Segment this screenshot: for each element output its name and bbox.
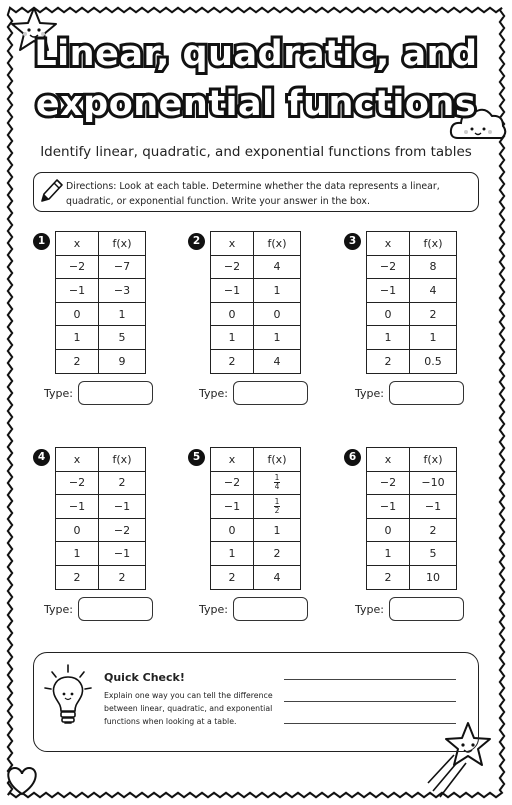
cell-fx: 0 [254,302,301,326]
cell-fx: −3 [99,279,146,303]
cell-x: −1 [56,495,99,519]
cell-x: 0 [367,518,410,542]
cell-fx: 2 [99,471,146,495]
problem-number: 6 [344,449,361,466]
cell-x: 0 [56,518,99,542]
quick-check-title: Quick Check! [104,671,185,684]
function-table [55,231,146,374]
cell-x: 2 [211,349,254,373]
cell-x: 0 [211,518,254,542]
cell-x: −1 [367,279,410,303]
fraction [274,474,281,491]
cell-x: 2 [56,565,99,589]
problem-number: 2 [188,233,205,250]
page-title-line-2: exponential functions [35,84,477,124]
problem-6 [344,449,512,649]
cell-x: −2 [211,255,254,279]
cell-x: −1 [56,279,99,303]
cell-fx: −1 [99,542,146,566]
function-table [366,231,457,374]
answer-line[interactable] [284,723,456,724]
fraction-denominator: 4 [274,482,280,492]
header-x: x [56,232,99,256]
problem-number: 4 [33,449,50,466]
type-answer-box[interactable] [389,597,464,621]
header-x: x [211,448,254,472]
cell-fx: 1 [254,518,301,542]
type-label: Type: [199,387,228,400]
header-fx: f(x) [99,232,146,256]
cell-fx: 2 [410,302,457,326]
header-x: x [367,448,410,472]
cell-x: 1 [56,542,99,566]
cell-fx: −2 [99,518,146,542]
cell-x: −2 [367,255,410,279]
cell-x: 1 [211,542,254,566]
answer-line[interactable] [284,679,456,680]
cell-fx: 4 [254,349,301,373]
header-x: x [367,232,410,256]
cell-fx: −1 [410,495,457,519]
function-table [210,231,301,374]
cell-fx [254,471,301,495]
type-answer-box[interactable] [78,381,153,405]
cell-x: −2 [56,471,99,495]
cell-fx: 4 [254,565,301,589]
problem-number: 3 [344,233,361,250]
cell-fx: 2 [99,565,146,589]
cell-fx: 4 [254,255,301,279]
function-table [366,447,457,590]
type-label: Type: [355,387,384,400]
page-title-line-1: Linear, quadratic, and [34,34,478,74]
cell-fx: 8 [410,255,457,279]
type-label: Type: [355,603,384,616]
page-subtitle: Identify linear, quadratic, and exponential functions from tables [40,144,472,160]
quick-check-box [33,652,479,752]
lightbulb-icon [42,663,94,733]
type-label: Type: [199,603,228,616]
answer-line[interactable] [284,701,456,702]
type-label: Type: [44,603,73,616]
problem-2 [188,233,358,433]
function-table [55,447,146,590]
cell-x: 2 [367,565,410,589]
cell-fx: 10 [410,565,457,589]
cell-fx: 5 [410,542,457,566]
cell-fx: 0.5 [410,349,457,373]
cell-fx: −7 [99,255,146,279]
type-answer-box[interactable] [78,597,153,621]
cell-fx: −10 [410,471,457,495]
cell-fx: 1 [254,279,301,303]
fraction-numerator: 1 [274,473,280,483]
cell-x: 2 [367,349,410,373]
problem-4 [33,449,203,649]
problem-1 [33,233,203,433]
cell-x: 1 [56,326,99,350]
cell-fx: 1 [254,326,301,350]
problem-5 [188,449,358,649]
fraction-denominator: 2 [274,505,280,515]
header-fx: f(x) [254,448,301,472]
cell-x: 0 [367,302,410,326]
cell-fx: 2 [410,518,457,542]
header-fx: f(x) [99,448,146,472]
cell-x: −1 [211,279,254,303]
cell-fx [254,495,301,519]
cell-fx: −1 [99,495,146,519]
cell-fx: 1 [410,326,457,350]
cell-x: −2 [211,471,254,495]
function-table [210,447,301,590]
cell-fx: 2 [254,542,301,566]
header-x: x [56,448,99,472]
cell-fx: 1 [99,302,146,326]
pencil-icon [38,177,64,205]
cell-x: 1 [211,326,254,350]
cell-x: −1 [367,495,410,519]
header-fx: f(x) [410,448,457,472]
cell-x: 0 [56,302,99,326]
cell-fx: 9 [99,349,146,373]
fraction [274,498,281,515]
cell-fx: 4 [410,279,457,303]
cell-x: −2 [56,255,99,279]
cell-x: 1 [367,326,410,350]
type-answer-box[interactable] [233,597,308,621]
header-fx: f(x) [254,232,301,256]
header-x: x [211,232,254,256]
cell-x: −2 [367,471,410,495]
problem-number: 5 [188,449,205,466]
problem-number: 1 [33,233,50,250]
cell-fx: 5 [99,326,146,350]
type-answer-box[interactable] [389,381,464,405]
directions-text: Directions: Look at each table. Determine whether the data represents a linear, quadratic, or exponential function. Write your answer in the box. [66,181,440,207]
quick-check-prompt: Explain one way you can tell the difference between linear, quadratic, and exponential functions when looking at a table. [104,691,273,726]
type-label: Type: [44,387,73,400]
fraction-numerator: 1 [274,496,280,506]
type-answer-box[interactable] [233,381,308,405]
cell-x: 2 [56,349,99,373]
cell-x: 0 [211,302,254,326]
cell-x: −1 [211,495,254,519]
directions-box [33,172,479,212]
problem-3 [344,233,512,433]
cell-x: 2 [211,565,254,589]
header-fx: f(x) [410,232,457,256]
cell-x: 1 [367,542,410,566]
